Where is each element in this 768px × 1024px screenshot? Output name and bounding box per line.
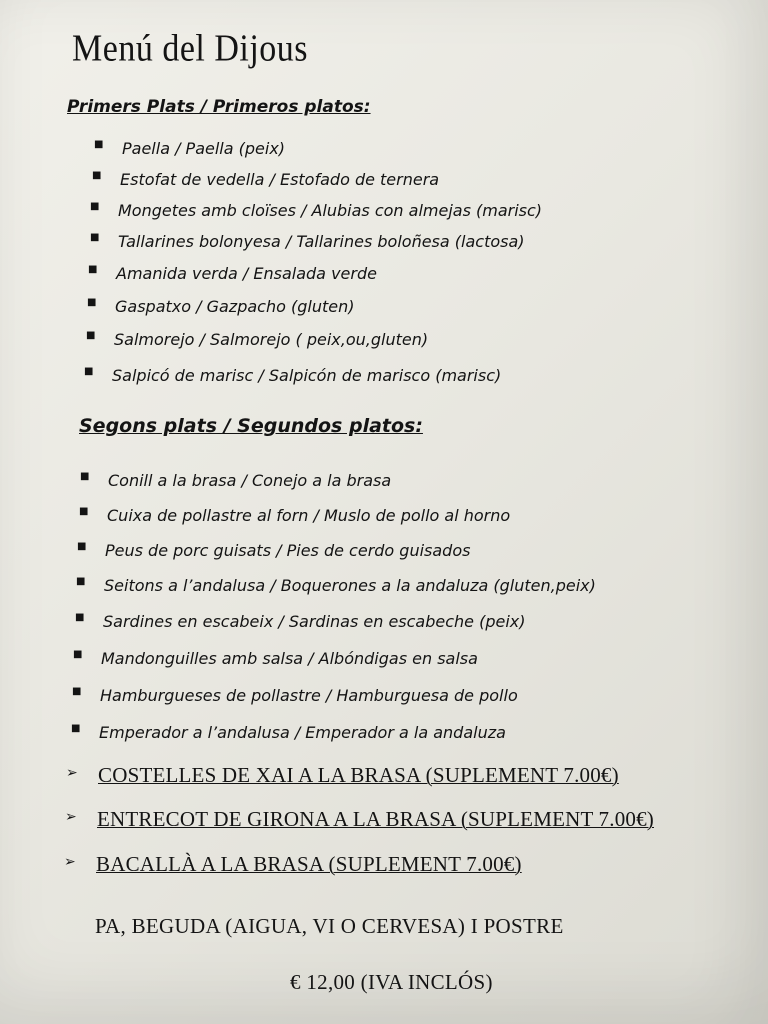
list-item — [75, 612, 526, 631]
list-item — [88, 264, 377, 283]
bullet-icon: ■ — [86, 330, 96, 341]
bullet-icon: ■ — [90, 232, 100, 243]
dish-name: Amanida verda / Ensalada verde — [116, 264, 377, 283]
special-dish-name: BACALLÀ A LA BRASA (SUPLEMENT 7.00€) — [96, 852, 522, 876]
dish-name: Mandonguilles amb salsa / Albóndigas en salsa — [101, 649, 478, 668]
list-item — [71, 723, 506, 742]
arrowhead-icon: ➢ — [65, 809, 77, 825]
dish-name: Paella / Paella (peix) — [122, 139, 286, 158]
bullet-icon: ■ — [79, 506, 89, 517]
bullet-icon: ■ — [90, 201, 100, 212]
list-item — [90, 201, 543, 220]
dish-name: Salmorejo / Salmorejo ( peix,ou,gluten) — [114, 330, 429, 349]
list-item — [86, 330, 429, 349]
special-dish-name: ENTRECOT DE GIRONA A LA BRASA (SUPLEMENT 7.00€) — [97, 807, 654, 831]
list-item — [87, 297, 355, 316]
arrowhead-icon: ➢ — [66, 765, 78, 781]
list-item — [92, 170, 440, 189]
dish-name: Hamburgueses de pollastre / Hamburguesa de pollo — [100, 686, 518, 705]
list-item — [77, 541, 471, 560]
list-item — [76, 576, 596, 595]
list-item — [79, 506, 511, 525]
special-item — [64, 852, 522, 877]
menu-title: Menú del Dijous — [72, 28, 309, 70]
menu-price: € 12,00 (IVA INCLÓS) — [290, 970, 493, 994]
special-dish-name: COSTELLES DE XAI A LA BRASA (SUPLEMENT 7.00€) — [98, 763, 619, 787]
bullet-icon: ■ — [80, 471, 90, 482]
bullet-icon: ■ — [71, 723, 81, 734]
bullet-icon: ■ — [94, 139, 104, 150]
dish-name: Emperador a l’andalusa / Emperador a la andaluza — [99, 723, 506, 742]
bullet-icon: ■ — [76, 576, 86, 587]
bullet-icon: ■ — [73, 649, 83, 660]
bullet-icon: ■ — [92, 170, 102, 181]
bullet-icon: ■ — [75, 612, 85, 623]
bullet-icon: ■ — [77, 541, 87, 552]
dish-name: Conill a la brasa / Conejo a la brasa — [108, 471, 392, 490]
dish-name: Gaspatxo / Gazpacho (gluten) — [115, 297, 355, 316]
dish-name: Cuixa de pollastre al forn / Muslo de pollo al horno — [107, 506, 511, 525]
dish-name: Salpicó de marisc / Salpicón de marisco (marisc) — [112, 366, 502, 385]
bullet-icon: ■ — [84, 366, 94, 377]
arrowhead-icon: ➢ — [64, 854, 76, 870]
primers-plats-heading: Primers Plats / Primeros platos: — [67, 97, 371, 117]
list-item — [84, 366, 502, 385]
list-item — [94, 139, 286, 158]
special-item — [66, 763, 619, 788]
dish-name: Seitons a l’andalusa / Boquerones a la andaluza (gluten,peix) — [104, 576, 596, 595]
dish-name: Peus de porc guisats / Pies de cerdo guisados — [105, 541, 471, 560]
list-item — [72, 686, 518, 705]
list-item — [80, 471, 392, 490]
dish-name: Estofat de vedella / Estofado de ternera — [120, 170, 440, 189]
list-item — [73, 649, 478, 668]
dish-name: Tallarines bolonyesa / Tallarines boloñesa (lactosa) — [118, 232, 525, 251]
bullet-icon: ■ — [72, 686, 82, 697]
dish-name: Sardines en escabeix / Sardinas en escabeche (peix) — [103, 612, 526, 631]
bullet-icon: ■ — [87, 297, 97, 308]
included-items-text: PA, BEGUDA (AIGUA, VI O CERVESA) I POSTRE — [95, 914, 564, 938]
bullet-icon: ■ — [88, 264, 98, 275]
segons-plats-heading: Segons plats / Segundos platos: — [79, 415, 423, 437]
special-item — [65, 807, 654, 832]
dish-name: Mongetes amb cloïses / Alubias con almejas (marisc) — [118, 201, 543, 220]
list-item — [90, 232, 525, 251]
